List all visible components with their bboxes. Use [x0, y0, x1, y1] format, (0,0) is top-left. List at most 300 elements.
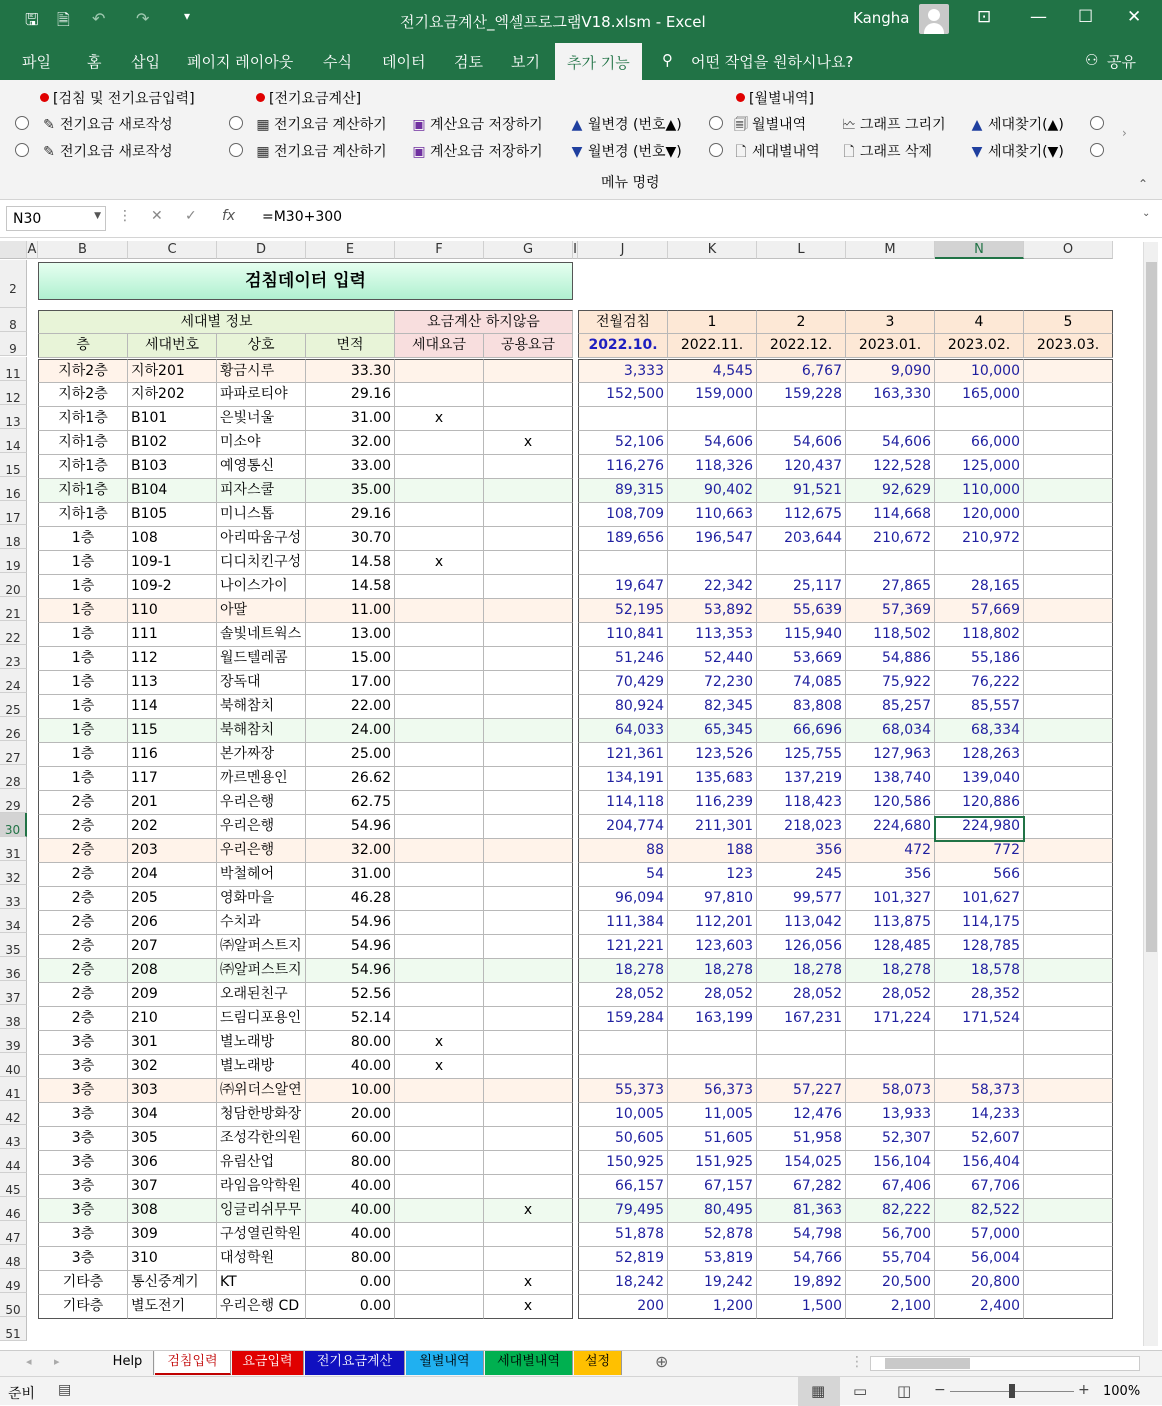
- cell-reading-month-4[interactable]: 171,524: [935, 1007, 1024, 1031]
- row-header-26[interactable]: 26: [0, 717, 27, 741]
- cell-business[interactable]: 우리은행: [217, 815, 306, 839]
- cell-floor[interactable]: 2층: [38, 935, 128, 959]
- cell-reading-month-3[interactable]: 113,875: [846, 911, 935, 935]
- cell-unit[interactable]: 303: [128, 1079, 217, 1103]
- row-header-32[interactable]: 32: [0, 861, 27, 885]
- cell-no-house-fee[interactable]: [395, 671, 484, 695]
- cell-floor[interactable]: 지하1층: [38, 455, 128, 479]
- cell-reading-month-0[interactable]: 110,841: [578, 623, 668, 647]
- find-up-button[interactable]: [970, 114, 1064, 134]
- cell-no-common-fee[interactable]: [484, 1007, 573, 1031]
- sheet-tab-settings[interactable]: 설정: [574, 1351, 622, 1375]
- cell-business[interactable]: 우리은행: [217, 839, 306, 863]
- cell-reading-month-1[interactable]: 188: [668, 839, 757, 863]
- cell-no-common-fee[interactable]: [484, 1031, 573, 1055]
- cell-reading-month-3[interactable]: 122,528: [846, 455, 935, 479]
- cell-no-common-fee[interactable]: [484, 671, 573, 695]
- cell-reading-month-3[interactable]: 356: [846, 863, 935, 887]
- scrollbar-thumb[interactable]: [1146, 262, 1157, 952]
- collapse-ribbon-icon[interactable]: ⌃: [1138, 177, 1149, 191]
- cell-area[interactable]: 29.16: [306, 383, 395, 407]
- cell-reading-month-4[interactable]: 57,669: [935, 599, 1024, 623]
- chevron-down-icon[interactable]: ▼: [94, 211, 101, 221]
- cell-reading-month-5[interactable]: [1024, 959, 1113, 983]
- cell-no-common-fee[interactable]: [484, 767, 573, 791]
- cell-reading-month-1[interactable]: 196,547: [668, 527, 757, 551]
- save-calc-button-1[interactable]: [412, 114, 543, 134]
- tab-addins[interactable]: 추가 기능: [555, 43, 642, 80]
- cell-reading-month-5[interactable]: [1024, 551, 1113, 575]
- cell-reading-month-4[interactable]: 18,578: [935, 959, 1024, 983]
- cell-reading-month-0[interactable]: 19,647: [578, 575, 668, 599]
- cell-floor[interactable]: 기타층: [38, 1271, 128, 1295]
- cell-no-house-fee[interactable]: x: [395, 551, 484, 575]
- cell-reading-month-0[interactable]: 66,157: [578, 1175, 668, 1199]
- cell-area[interactable]: 80.00: [306, 1031, 395, 1055]
- cell-reading-month-1[interactable]: 159,000: [668, 383, 757, 407]
- cell-reading-month-0[interactable]: 111,384: [578, 911, 668, 935]
- cell-area[interactable]: 40.00: [306, 1199, 395, 1223]
- cell-floor[interactable]: 2층: [38, 887, 128, 911]
- cell-reading-month-2[interactable]: 99,577: [757, 887, 846, 911]
- cell-reading-month-5[interactable]: [1024, 1103, 1113, 1127]
- cell-reading-month-3[interactable]: 138,740: [846, 767, 935, 791]
- scroll-right-icon[interactable]: ▸: [54, 1355, 60, 1368]
- cell-reading-month-3[interactable]: 210,672: [846, 527, 935, 551]
- cell-no-house-fee[interactable]: [395, 623, 484, 647]
- column-header-G[interactable]: G: [484, 241, 573, 259]
- cell-no-common-fee[interactable]: [484, 407, 573, 431]
- expand-formula-icon[interactable]: ⌄: [1142, 208, 1151, 219]
- cell-area[interactable]: 35.00: [306, 479, 395, 503]
- cell-no-house-fee[interactable]: [395, 359, 484, 383]
- cell-unit[interactable]: B103: [128, 455, 217, 479]
- column-header-K[interactable]: K: [668, 241, 757, 259]
- cell-business[interactable]: ㈜알퍼스트지: [217, 935, 306, 959]
- cell-no-house-fee[interactable]: x: [395, 1031, 484, 1055]
- cell-no-common-fee[interactable]: x: [484, 1199, 573, 1223]
- cell-reading-month-4[interactable]: 10,000: [935, 359, 1024, 383]
- cell-reading-month-1[interactable]: 19,242: [668, 1271, 757, 1295]
- cell-area[interactable]: 46.28: [306, 887, 395, 911]
- row-header-18[interactable]: 18: [0, 525, 27, 549]
- cell-no-house-fee[interactable]: [395, 1127, 484, 1151]
- cell-reading-month-3[interactable]: 101,327: [846, 887, 935, 911]
- cell-reading-month-0[interactable]: 3,333: [578, 359, 668, 383]
- row-header-16[interactable]: 16: [0, 477, 27, 501]
- cell-unit[interactable]: 113: [128, 671, 217, 695]
- cell-floor[interactable]: 기타층: [38, 1295, 128, 1319]
- row-header-44[interactable]: 44: [0, 1149, 27, 1173]
- select-all-corner[interactable]: [0, 241, 27, 259]
- cell-business[interactable]: 파파로티야: [217, 383, 306, 407]
- cell-unit[interactable]: 305: [128, 1127, 217, 1151]
- cell-reading-month-2[interactable]: 53,669: [757, 647, 846, 671]
- row-header-46[interactable]: 46: [0, 1197, 27, 1221]
- cell-area[interactable]: 40.00: [306, 1055, 395, 1079]
- calc-button-2[interactable]: [256, 141, 387, 161]
- cell-reading-month-0[interactable]: 159,284: [578, 1007, 668, 1031]
- row-header-14[interactable]: 14: [0, 429, 27, 453]
- cell-reading-month-3[interactable]: 28,052: [846, 983, 935, 1007]
- calc-button-1[interactable]: [256, 114, 387, 134]
- sheet-tab-monthly[interactable]: 월별내역: [406, 1351, 484, 1375]
- cell-reading-month-4[interactable]: 128,263: [935, 743, 1024, 767]
- cell-area[interactable]: 29.16: [306, 503, 395, 527]
- row-header-34[interactable]: 34: [0, 909, 27, 933]
- cell-no-common-fee[interactable]: [484, 935, 573, 959]
- cell-reading-month-5[interactable]: [1024, 383, 1113, 407]
- cell-area[interactable]: 60.00: [306, 1127, 395, 1151]
- cell-reading-month-1[interactable]: 112,201: [668, 911, 757, 935]
- cell-reading-month-5[interactable]: [1024, 455, 1113, 479]
- cell-reading-month-2[interactable]: [757, 407, 846, 431]
- cell-no-common-fee[interactable]: x: [484, 1295, 573, 1319]
- cell-no-common-fee[interactable]: [484, 1175, 573, 1199]
- column-header-F[interactable]: F: [395, 241, 484, 259]
- cell-no-house-fee[interactable]: [395, 839, 484, 863]
- cell-no-common-fee[interactable]: [484, 455, 573, 479]
- cell-area[interactable]: 11.00: [306, 599, 395, 623]
- row-header-23[interactable]: 23: [0, 645, 27, 669]
- cell-no-common-fee[interactable]: [484, 815, 573, 839]
- cell-area[interactable]: 26.62: [306, 767, 395, 791]
- cell-reading-month-5[interactable]: [1024, 503, 1113, 527]
- cell-business[interactable]: 예영통신: [217, 455, 306, 479]
- cell-floor[interactable]: 3층: [38, 1055, 128, 1079]
- cell-reading-month-1[interactable]: 123: [668, 863, 757, 887]
- cell-reading-month-5[interactable]: [1024, 839, 1113, 863]
- row-header-22[interactable]: 22: [0, 621, 27, 645]
- cell-business[interactable]: 미소야: [217, 431, 306, 455]
- cell-unit[interactable]: 304: [128, 1103, 217, 1127]
- cell-floor[interactable]: 1층: [38, 527, 128, 551]
- cell-area[interactable]: 80.00: [306, 1247, 395, 1271]
- cell-area[interactable]: 25.00: [306, 743, 395, 767]
- cell-reading-month-1[interactable]: [668, 1055, 757, 1079]
- cell-no-house-fee[interactable]: [395, 1151, 484, 1175]
- cell-no-common-fee[interactable]: [484, 719, 573, 743]
- macro-record-icon[interactable]: ▤: [58, 1382, 72, 1398]
- column-header-E[interactable]: E: [306, 241, 395, 259]
- cell-reading-month-0[interactable]: 134,191: [578, 767, 668, 791]
- cell-reading-month-5[interactable]: [1024, 671, 1113, 695]
- row-header-33[interactable]: 33: [0, 885, 27, 909]
- cell-no-house-fee[interactable]: [395, 455, 484, 479]
- cell-reading-month-0[interactable]: 28,052: [578, 983, 668, 1007]
- cell-unit[interactable]: 109-2: [128, 575, 217, 599]
- row-header-8[interactable]: 8: [0, 308, 27, 332]
- cell-business[interactable]: 장독대: [217, 671, 306, 695]
- cell-reading-month-4[interactable]: 128,785: [935, 935, 1024, 959]
- cell-reading-month-3[interactable]: 118,502: [846, 623, 935, 647]
- cell-unit[interactable]: 209: [128, 983, 217, 1007]
- cell-business[interactable]: 대성학원: [217, 1247, 306, 1271]
- cell-reading-month-1[interactable]: 123,603: [668, 935, 757, 959]
- cell-reading-month-0[interactable]: 18,278: [578, 959, 668, 983]
- cell-business[interactable]: 북해참치: [217, 695, 306, 719]
- cell-business[interactable]: 유림산업: [217, 1151, 306, 1175]
- cell-reading-month-3[interactable]: 156,104: [846, 1151, 935, 1175]
- cell-area[interactable]: 54.96: [306, 935, 395, 959]
- cell-no-common-fee[interactable]: [484, 599, 573, 623]
- cell-reading-month-0[interactable]: 54: [578, 863, 668, 887]
- cell-reading-month-2[interactable]: 125,755: [757, 743, 846, 767]
- cell-business[interactable]: 영화마을: [217, 887, 306, 911]
- cell-floor[interactable]: 3층: [38, 1031, 128, 1055]
- cell-reading-month-3[interactable]: 18,278: [846, 959, 935, 983]
- radio-4[interactable]: [229, 143, 243, 157]
- byhouse-button[interactable]: [734, 141, 820, 165]
- radio-7[interactable]: [1090, 116, 1104, 130]
- cell-reading-month-2[interactable]: 91,521: [757, 479, 846, 503]
- cell-business[interactable]: 수치과: [217, 911, 306, 935]
- cell-business[interactable]: 은빛너울: [217, 407, 306, 431]
- cell-business[interactable]: 잉글리쉬무무: [217, 1199, 306, 1223]
- horizontal-scrollbar[interactable]: [870, 1356, 1140, 1371]
- cell-reading-month-3[interactable]: [846, 551, 935, 575]
- cell-floor[interactable]: 지하1층: [38, 431, 128, 455]
- cell-reading-month-4[interactable]: 67,706: [935, 1175, 1024, 1199]
- cell-area[interactable]: 22.00: [306, 695, 395, 719]
- cell-reading-month-5[interactable]: [1024, 599, 1113, 623]
- sheet-tab-fee-input[interactable]: 요금입력: [232, 1351, 304, 1375]
- row-header-29[interactable]: 29: [0, 789, 27, 813]
- row-header-2[interactable]: 2: [0, 260, 27, 308]
- row-header-42[interactable]: 42: [0, 1101, 27, 1125]
- cell-floor[interactable]: 2층: [38, 815, 128, 839]
- cell-reading-month-5[interactable]: [1024, 407, 1113, 431]
- cell-reading-month-1[interactable]: 80,495: [668, 1199, 757, 1223]
- cell-reading-month-0[interactable]: 52,195: [578, 599, 668, 623]
- column-header-C[interactable]: C: [128, 241, 217, 259]
- cell-no-house-fee[interactable]: [395, 695, 484, 719]
- sheet-tab-reading-input[interactable]: 검침입력: [155, 1351, 231, 1375]
- cell-reading-month-1[interactable]: 151,925: [668, 1151, 757, 1175]
- tab-view[interactable]: 보기: [511, 53, 540, 71]
- cell-floor[interactable]: 지하1층: [38, 503, 128, 527]
- cell-reading-month-0[interactable]: 121,221: [578, 935, 668, 959]
- cell-reading-month-4[interactable]: 68,334: [935, 719, 1024, 743]
- close-icon[interactable]: ✕: [1127, 7, 1142, 27]
- cell-unit[interactable]: 114: [128, 695, 217, 719]
- cell-reading-month-0[interactable]: 152,500: [578, 383, 668, 407]
- cell-reading-month-3[interactable]: [846, 1031, 935, 1055]
- radio-1[interactable]: [15, 116, 29, 130]
- cell-reading-month-0[interactable]: [578, 1031, 668, 1055]
- cell-area[interactable]: 54.96: [306, 815, 395, 839]
- maximize-icon[interactable]: ☐: [1078, 7, 1094, 27]
- cell-reading-month-5[interactable]: [1024, 479, 1113, 503]
- tab-insert[interactable]: 삽입: [131, 53, 160, 71]
- row-header-43[interactable]: 43: [0, 1125, 27, 1149]
- cell-reading-month-0[interactable]: 204,774: [578, 815, 668, 839]
- cell-business[interactable]: ㈜알퍼스트지: [217, 959, 306, 983]
- cell-unit[interactable]: B102: [128, 431, 217, 455]
- cell-reading-month-2[interactable]: 137,219: [757, 767, 846, 791]
- cell-reading-month-2[interactable]: 67,282: [757, 1175, 846, 1199]
- cell-reading-month-2[interactable]: 19,892: [757, 1271, 846, 1295]
- tab-review[interactable]: 검토: [454, 53, 483, 71]
- cell-area[interactable]: 31.00: [306, 863, 395, 887]
- worksheet-grid[interactable]: [0, 238, 1162, 1350]
- cell-business[interactable]: 월드텔레콤: [217, 647, 306, 671]
- cell-reading-month-2[interactable]: 55,639: [757, 599, 846, 623]
- cell-area[interactable]: 10.00: [306, 1079, 395, 1103]
- cell-reading-month-5[interactable]: [1024, 1079, 1113, 1103]
- cell-area[interactable]: 0.00: [306, 1271, 395, 1295]
- redo-icon[interactable]: ↷: [136, 9, 150, 28]
- cell-unit[interactable]: 지하201: [128, 359, 217, 383]
- row-header-15[interactable]: 15: [0, 453, 27, 477]
- cell-reading-month-3[interactable]: 472: [846, 839, 935, 863]
- column-header-M[interactable]: M: [846, 241, 935, 259]
- cell-business[interactable]: 디디치킨구성: [217, 551, 306, 575]
- cell-reading-month-5[interactable]: [1024, 575, 1113, 599]
- cell-no-house-fee[interactable]: [395, 1175, 484, 1199]
- row-header-17[interactable]: 17: [0, 501, 27, 525]
- cell-reading-month-2[interactable]: [757, 1055, 846, 1079]
- cell-reading-month-1[interactable]: 211,301: [668, 815, 757, 839]
- cell-reading-month-5[interactable]: [1024, 1007, 1113, 1031]
- cell-reading-month-0[interactable]: 80,924: [578, 695, 668, 719]
- cell-reading-month-1[interactable]: 113,353: [668, 623, 757, 647]
- cell-no-house-fee[interactable]: [395, 1007, 484, 1031]
- cell-reading-month-4[interactable]: 14,233: [935, 1103, 1024, 1127]
- cell-no-common-fee[interactable]: [484, 911, 573, 935]
- cell-area[interactable]: 32.00: [306, 431, 395, 455]
- cell-reading-month-2[interactable]: 18,278: [757, 959, 846, 983]
- sheet-tab-byhouse[interactable]: 세대별내역: [485, 1351, 573, 1375]
- cell-reading-month-1[interactable]: 11,005: [668, 1103, 757, 1127]
- cell-no-house-fee[interactable]: [395, 575, 484, 599]
- cell-unit[interactable]: 204: [128, 863, 217, 887]
- cell-reading-month-1[interactable]: 72,230: [668, 671, 757, 695]
- cell-reading-month-1[interactable]: 52,440: [668, 647, 757, 671]
- cell-unit[interactable]: 203: [128, 839, 217, 863]
- cell-reading-month-5[interactable]: [1024, 647, 1113, 671]
- cell-reading-month-3[interactable]: [846, 1055, 935, 1079]
- cell-reading-month-5[interactable]: [1024, 1055, 1113, 1079]
- tab-page-layout[interactable]: 페이지 레이아웃: [187, 53, 294, 71]
- cell-reading-month-2[interactable]: 115,940: [757, 623, 846, 647]
- cell-no-common-fee[interactable]: [484, 551, 573, 575]
- cell-reading-month-2[interactable]: 28,052: [757, 983, 846, 1007]
- cell-reading-month-2[interactable]: 54,798: [757, 1223, 846, 1247]
- cell-reading-month-3[interactable]: 171,224: [846, 1007, 935, 1031]
- cell-area[interactable]: 40.00: [306, 1223, 395, 1247]
- cell-no-common-fee[interactable]: [484, 383, 573, 407]
- cell-reading-month-3[interactable]: [846, 407, 935, 431]
- cell-no-common-fee[interactable]: [484, 1103, 573, 1127]
- cell-reading-month-5[interactable]: [1024, 719, 1113, 743]
- cell-reading-month-0[interactable]: 150,925: [578, 1151, 668, 1175]
- formula-input[interactable]: =M30+300: [262, 209, 343, 225]
- tab-formulas[interactable]: 수식: [323, 53, 352, 71]
- cell-reading-month-4[interactable]: 66,000: [935, 431, 1024, 455]
- row-header-38[interactable]: 38: [0, 1005, 27, 1029]
- cell-reading-month-0[interactable]: 70,429: [578, 671, 668, 695]
- cell-unit[interactable]: 208: [128, 959, 217, 983]
- cell-reading-month-4[interactable]: 28,165: [935, 575, 1024, 599]
- cell-business[interactable]: 솔빛네트웍스: [217, 623, 306, 647]
- zoom-level[interactable]: 100%: [1103, 1384, 1141, 1399]
- graph-delete-button[interactable]: [842, 141, 932, 165]
- cell-reading-month-4[interactable]: 56,004: [935, 1247, 1024, 1271]
- cell-reading-month-1[interactable]: 53,819: [668, 1247, 757, 1271]
- cell-no-common-fee[interactable]: [484, 743, 573, 767]
- cell-floor[interactable]: 1층: [38, 695, 128, 719]
- cell-reading-month-4[interactable]: 156,404: [935, 1151, 1024, 1175]
- cell-reading-month-4[interactable]: [935, 551, 1024, 575]
- cell-reading-month-4[interactable]: 20,800: [935, 1271, 1024, 1295]
- cell-reading-month-5[interactable]: [1024, 887, 1113, 911]
- cell-reading-month-1[interactable]: 53,892: [668, 599, 757, 623]
- row-header-27[interactable]: 27: [0, 741, 27, 765]
- print-preview-icon[interactable]: 🗎: [57, 10, 70, 29]
- cell-business[interactable]: 황금시루: [217, 359, 306, 383]
- save-icon[interactable]: 🖫: [25, 10, 39, 29]
- cell-floor[interactable]: 1층: [38, 647, 128, 671]
- user-name[interactable]: Kangha: [853, 9, 910, 27]
- cell-no-common-fee[interactable]: [484, 575, 573, 599]
- cell-floor[interactable]: 2층: [38, 1007, 128, 1031]
- page-break-icon[interactable]: ◫: [897, 1382, 912, 1400]
- cell-reading-month-3[interactable]: 2,100: [846, 1295, 935, 1319]
- cell-area[interactable]: 32.00: [306, 839, 395, 863]
- cell-no-house-fee[interactable]: [395, 479, 484, 503]
- cell-reading-month-3[interactable]: 56,700: [846, 1223, 935, 1247]
- cell-unit[interactable]: B104: [128, 479, 217, 503]
- cell-reading-month-4[interactable]: 76,222: [935, 671, 1024, 695]
- cell-floor[interactable]: 3층: [38, 1247, 128, 1271]
- cell-business[interactable]: 박철헤어: [217, 863, 306, 887]
- row-header-21[interactable]: 21: [0, 597, 27, 621]
- column-header-D[interactable]: D: [217, 241, 306, 259]
- cell-reading-month-1[interactable]: 56,373: [668, 1079, 757, 1103]
- cell-area[interactable]: 20.00: [306, 1103, 395, 1127]
- cell-no-house-fee[interactable]: [395, 719, 484, 743]
- cell-reading-month-1[interactable]: 90,402: [668, 479, 757, 503]
- month-down-button[interactable]: [570, 141, 682, 161]
- scroll-left-icon[interactable]: ◂: [26, 1355, 32, 1368]
- cell-reading-month-0[interactable]: 50,605: [578, 1127, 668, 1151]
- cell-no-common-fee[interactable]: [484, 527, 573, 551]
- cell-no-common-fee[interactable]: [484, 479, 573, 503]
- cell-reading-month-5[interactable]: [1024, 1271, 1113, 1295]
- cell-reading-month-4[interactable]: 2,400: [935, 1295, 1024, 1319]
- cell-no-house-fee[interactable]: [395, 527, 484, 551]
- new-sheet-button-2[interactable]: [42, 141, 173, 161]
- cell-no-house-fee[interactable]: [395, 647, 484, 671]
- save-calc-button-2[interactable]: [412, 141, 543, 161]
- cell-reading-month-0[interactable]: 189,656: [578, 527, 668, 551]
- cell-reading-month-4[interactable]: 120,000: [935, 503, 1024, 527]
- cell-business[interactable]: 구성열린학원: [217, 1223, 306, 1247]
- cell-reading-month-1[interactable]: 1,200: [668, 1295, 757, 1319]
- cell-reading-month-3[interactable]: 85,257: [846, 695, 935, 719]
- cell-reading-month-3[interactable]: 114,668: [846, 503, 935, 527]
- cell-reading-month-3[interactable]: 27,865: [846, 575, 935, 599]
- scrollbar-thumb[interactable]: [885, 1358, 970, 1369]
- row-header-37[interactable]: 37: [0, 981, 27, 1005]
- cell-reading-month-4[interactable]: 139,040: [935, 767, 1024, 791]
- row-header-41[interactable]: 41: [0, 1077, 27, 1101]
- cell-reading-month-5[interactable]: [1024, 1151, 1113, 1175]
- month-up-button[interactable]: [570, 114, 682, 134]
- cell-floor[interactable]: 3층: [38, 1103, 128, 1127]
- cell-floor[interactable]: 3층: [38, 1175, 128, 1199]
